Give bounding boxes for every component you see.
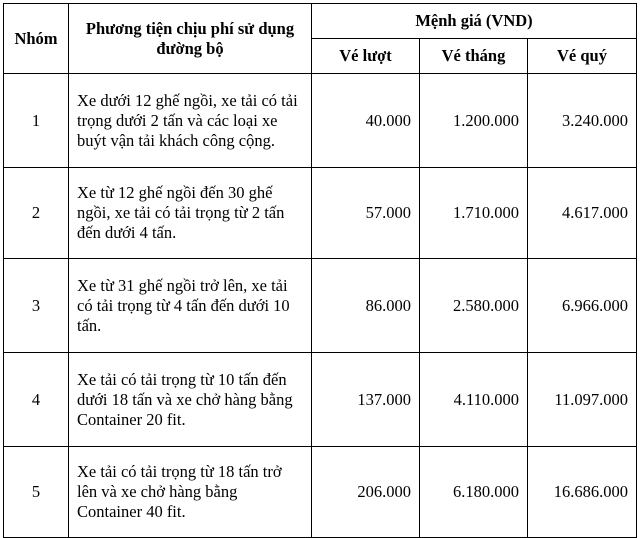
header-group: Nhóm (4, 4, 69, 74)
single-ticket-cell: 137.000 (312, 353, 420, 447)
table-row (4, 74, 637, 168)
table-row (4, 259, 637, 353)
table-row (4, 447, 637, 538)
group-cell: 5 (4, 447, 69, 538)
group-cell: 2 (4, 168, 69, 259)
header-monthly-ticket: Vé tháng (420, 39, 528, 74)
monthly-ticket-cell: 6.180.000 (420, 447, 528, 538)
vehicle-cell: Xe tải có tải trọng từ 10 tấn đến dưới 18 tấn và xe chở hàng bằng Container 20 fit. (69, 353, 312, 447)
quarterly-ticket-cell: 16.686.000 (528, 447, 637, 538)
header-vehicle: Phương tiện chịu phí sử dụng đường bộ (69, 4, 312, 74)
group-cell: 1 (4, 74, 69, 168)
vehicle-cell: Xe tải có tải trọng từ 18 tấn trở lên và xe chở hàng bằng Container 40 fit. (69, 447, 312, 538)
header-quarterly-ticket: Vé quý (528, 39, 637, 74)
vehicle-cell: Xe dưới 12 ghế ngồi, xe tải có tải trọng dưới 2 tấn và các loại xe buýt vận tải khách công cộng. (69, 74, 312, 168)
vehicle-cell: Xe từ 31 ghế ngồi trở lên, xe tải có tải trọng từ 4 tấn đến dưới 10 tấn. (69, 259, 312, 353)
vehicle-cell: Xe từ 12 ghế ngồi đến 30 ghế ngồi, xe tải có tải trọng từ 2 tấn đến dưới 4 tấn. (69, 168, 312, 259)
quarterly-ticket-cell: 3.240.000 (528, 74, 637, 168)
group-cell: 3 (4, 259, 69, 353)
single-ticket-cell: 57.000 (312, 168, 420, 259)
monthly-ticket-cell: 1.710.000 (420, 168, 528, 259)
table-row (4, 168, 637, 259)
road-fee-table (3, 3, 637, 538)
single-ticket-cell: 40.000 (312, 74, 420, 168)
single-ticket-cell: 206.000 (312, 447, 420, 538)
quarterly-ticket-cell: 4.617.000 (528, 168, 637, 259)
table-row (4, 353, 637, 447)
header-price: Mệnh giá (VND) (312, 4, 637, 39)
quarterly-ticket-cell: 11.097.000 (528, 353, 637, 447)
quarterly-ticket-cell: 6.966.000 (528, 259, 637, 353)
monthly-ticket-cell: 1.200.000 (420, 74, 528, 168)
monthly-ticket-cell: 2.580.000 (420, 259, 528, 353)
monthly-ticket-cell: 4.110.000 (420, 353, 528, 447)
group-cell: 4 (4, 353, 69, 447)
header-single-ticket: Vé lượt (312, 39, 420, 74)
single-ticket-cell: 86.000 (312, 259, 420, 353)
